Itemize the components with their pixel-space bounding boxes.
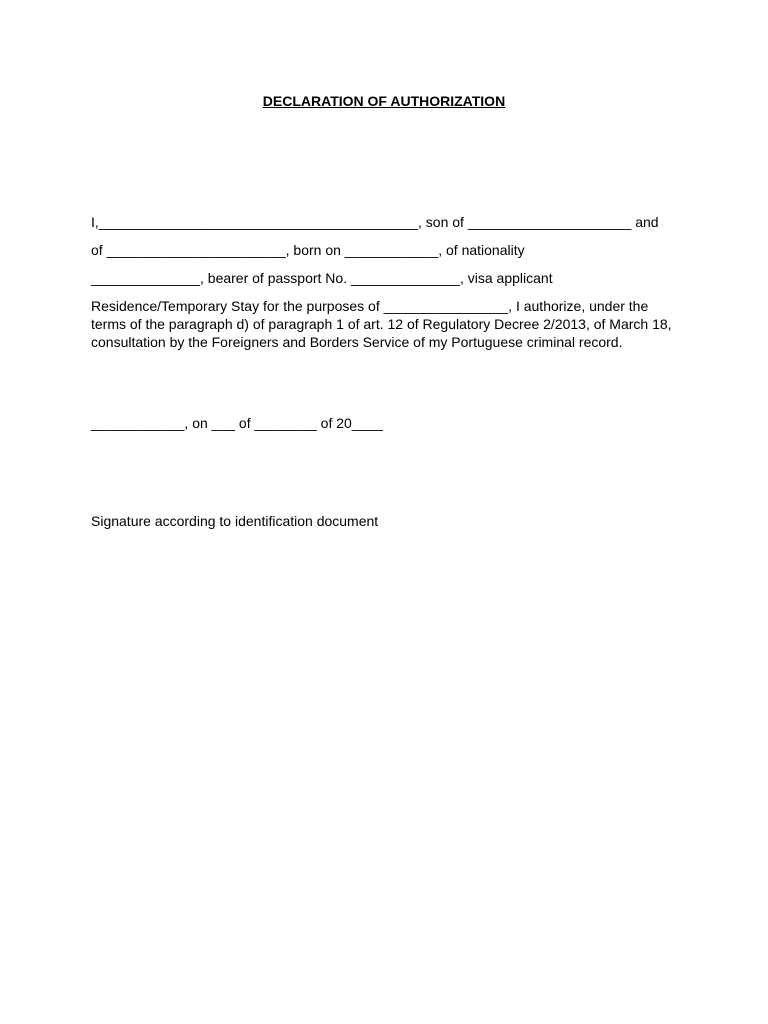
declarant-name-line: I,_________________________________________, son of _____________________ and	[91, 214, 659, 230]
birth-nationality-line: of _______________________, born on ____________, of nationality	[91, 242, 525, 258]
document-title: DECLARATION OF AUTHORIZATION	[262, 93, 506, 109]
place-date-line: ____________, on ___ of ________ of 20____	[91, 415, 383, 431]
signature-label: Signature according to identification document	[91, 513, 379, 529]
paragraph-line: consultation by the Foreigners and Borders Service of my Portuguese criminal record.	[91, 334, 623, 350]
paragraph-line: Residence/Temporary Stay for the purposes of ________________, I authorize, under the	[91, 298, 649, 314]
paragraph-line: terms of the paragraph d) of paragraph 1 of art. 12 of Regulatory Decree 2/2013, of March 18,	[91, 316, 672, 332]
authorization-paragraph	[91, 297, 691, 351]
passport-line: ______________, bearer of passport No. ______________, visa applicant	[91, 270, 553, 286]
